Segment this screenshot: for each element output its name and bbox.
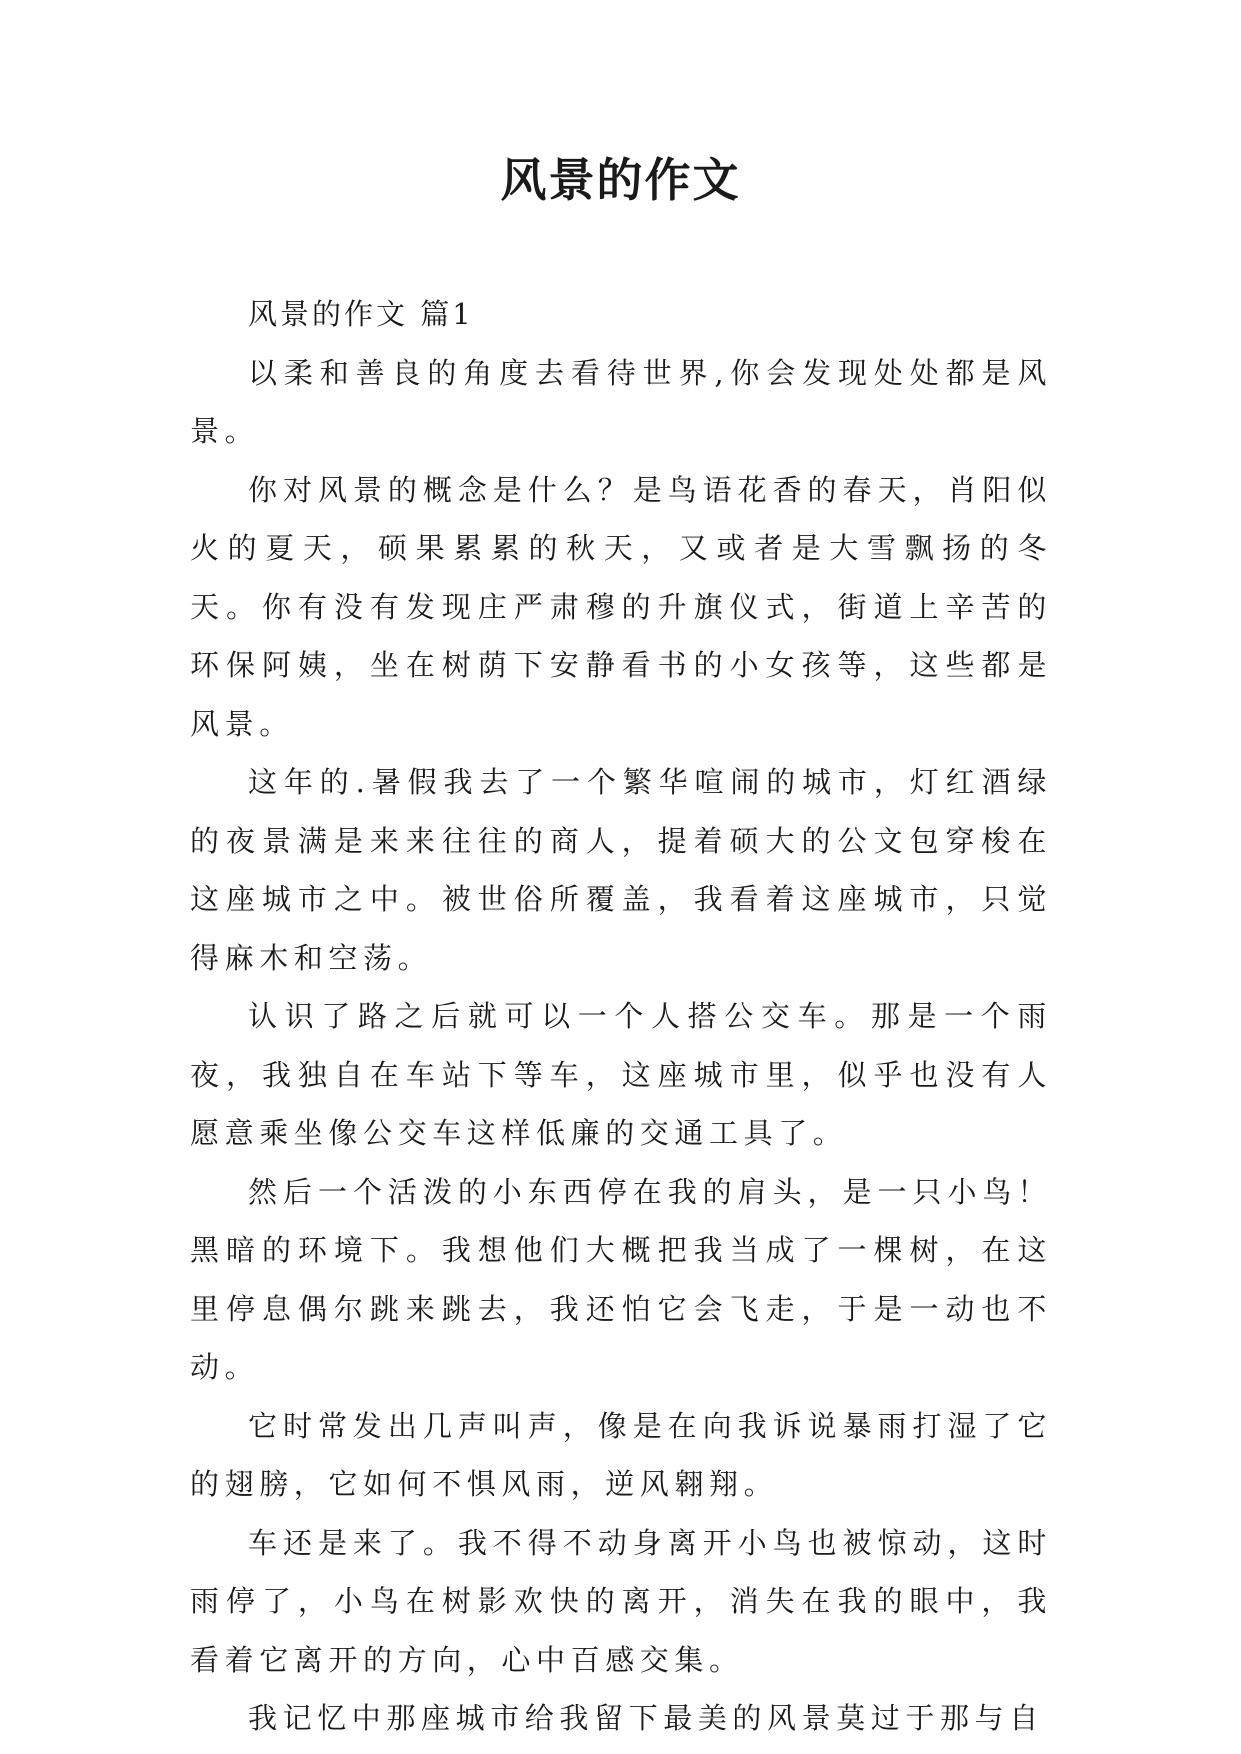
paragraph: 它时常发出几声叫声，像是在向我诉说暴雨打湿了它的翅膀，它如何不惧风雨，逆风翱翔。 xyxy=(190,1408,1052,1501)
document-title: 风景的作文 xyxy=(500,153,741,207)
paragraph: 然后一个活泼的小东西停在我的肩头，是一只小鸟！黑暗的环境下。我想他们大概把我当成了一棵树，在这里停息偶尔跳来跳去，我还怕它会飞走，于是一动也不动。 xyxy=(190,1174,1052,1384)
paragraph: 我记忆中那座城市给我留下最美的风景莫过于那与自 xyxy=(248,1701,1044,1735)
paragraph: 认识了路之后就可以一个人搭公交车。那是一个雨夜，我独自在车站下等车，这座城市里，似乎也没有人愿意乘坐像公交车这样低廉的交通工具了。 xyxy=(190,999,1052,1150)
paragraph: 车还是来了。我不得不动身离开小鸟也被惊动，这时雨停了，小鸟在树影欢快的离开，消失在我的眼中，我看着它离开的方向，心中百感交集。 xyxy=(190,1525,1052,1677)
document-body xyxy=(190,285,1052,1748)
section-heading: 风景的作文 篇1 xyxy=(248,297,474,331)
paragraph: 以柔和善良的角度去看待世界,你会发现处处都是风景。 xyxy=(190,355,1052,448)
paragraph: 这年的.暑假我去了一个繁华喧闹的城市，灯红酒绿的夜景满是来来往往的商人，提着硕大的公文包穿梭在这座城市之中。被世俗所覆盖，我看着这座城市，只觉得麻木和空荡。 xyxy=(190,765,1052,975)
paragraph: 你对风景的概念是什么？是鸟语花香的春天，肖阳似火的夏天，硕果累累的秋天，又或者是大雪飘扬的冬天。你有没有发现庄严肃穆的升旗仪式，街道上辛苦的环保阿姨，坐在树荫下安静看书的小女孩等，这些都是风景。 xyxy=(190,472,1052,741)
